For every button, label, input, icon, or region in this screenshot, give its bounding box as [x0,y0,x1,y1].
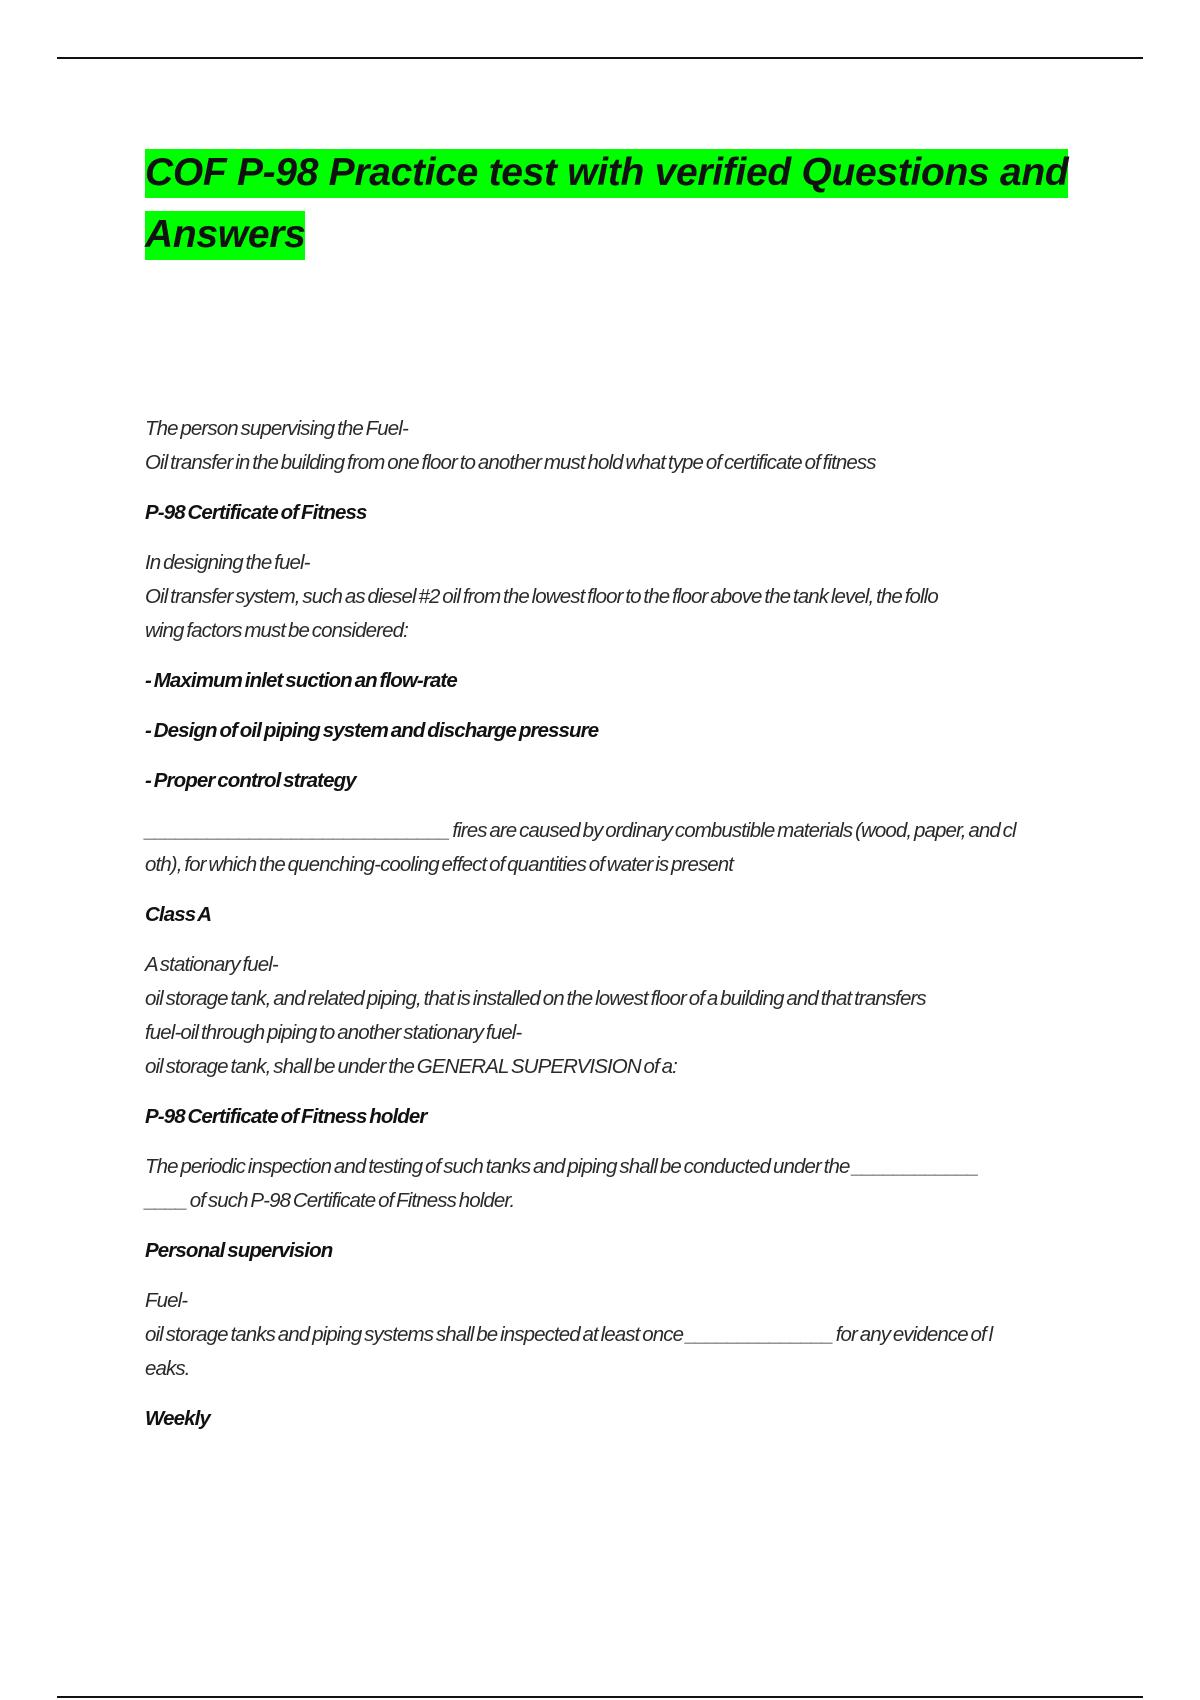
question-line: Fuel- [145,1289,188,1312]
answer-line: Personal supervision [145,1239,333,1262]
document-title [145,142,1075,266]
top-rule [57,57,1143,59]
answer-paragraph [145,898,1090,932]
question-line: oil storage tanks and piping systems shall be inspected at least once ______________ for any evidence of l [145,1323,993,1346]
bottom-rule [57,1696,1143,1698]
question-line: A stationary fuel- [145,953,278,976]
answer-paragraph [145,764,1090,798]
answer-paragraph [145,1234,1090,1268]
question-line: In designing the fuel- [145,551,310,574]
question-line: eaks. [145,1357,190,1380]
title-highlight-line-2: Answers [145,211,305,260]
answer-line: - Design of oil piping system and discharge pressure [145,719,599,742]
answer-line: P-98 Certificate of Fitness holder [145,1105,427,1128]
answer-line: Class A [145,903,212,926]
answer-paragraph [145,1100,1090,1134]
answer-paragraph [145,714,1090,748]
answer-paragraph [145,1402,1090,1436]
question-line: oth), for which the quenching-cooling effect of quantities of water is present [145,853,734,876]
answer-paragraph [145,496,1090,530]
answer-paragraph [145,664,1090,698]
question-line: oil storage tank, and related piping, that is installed on the lowest floor of a building and that transfers [145,987,926,1010]
question-line: ____ of such P-98 Certificate of Fitness holder. [145,1189,515,1212]
answer-line: Weekly [145,1407,210,1430]
question-line: Oil transfer in the building from one floor to another must hold what type of certificate of fitness [145,451,876,474]
question-paragraph [145,814,1090,882]
answer-line: - Proper control strategy [145,769,356,792]
question-paragraph [145,1284,1090,1386]
question-paragraph [145,412,1090,480]
answer-line: P-98 Certificate of Fitness [145,501,367,524]
question-line: _____________________________ fires are caused by ordinary combustible materials (wood, paper, and cl [145,819,1016,842]
question-line: Oil transfer system, such as diesel #2 oil from the lowest floor to the floor above the tank level, the follo [145,585,938,608]
question-line: oil storage tank, shall be under the GENERAL SUPERVISION of a: [145,1055,677,1078]
title-highlight-line-1: COF P-98 Practice test with verified Questions and [145,149,1068,198]
qa-content [145,412,1090,1452]
answer-line: - Maximum inlet suction an flow-rate [145,669,457,692]
question-line: The periodic inspection and testing of such tanks and piping shall be conducted under the ____________ [145,1155,979,1178]
question-paragraph [145,1150,1090,1218]
question-line: The person supervising the Fuel- [145,417,408,440]
question-line: wing factors must be considered: [145,619,408,642]
question-line: fuel-oil through piping to another stationary fuel- [145,1021,522,1044]
question-paragraph [145,948,1090,1084]
question-paragraph [145,546,1090,648]
